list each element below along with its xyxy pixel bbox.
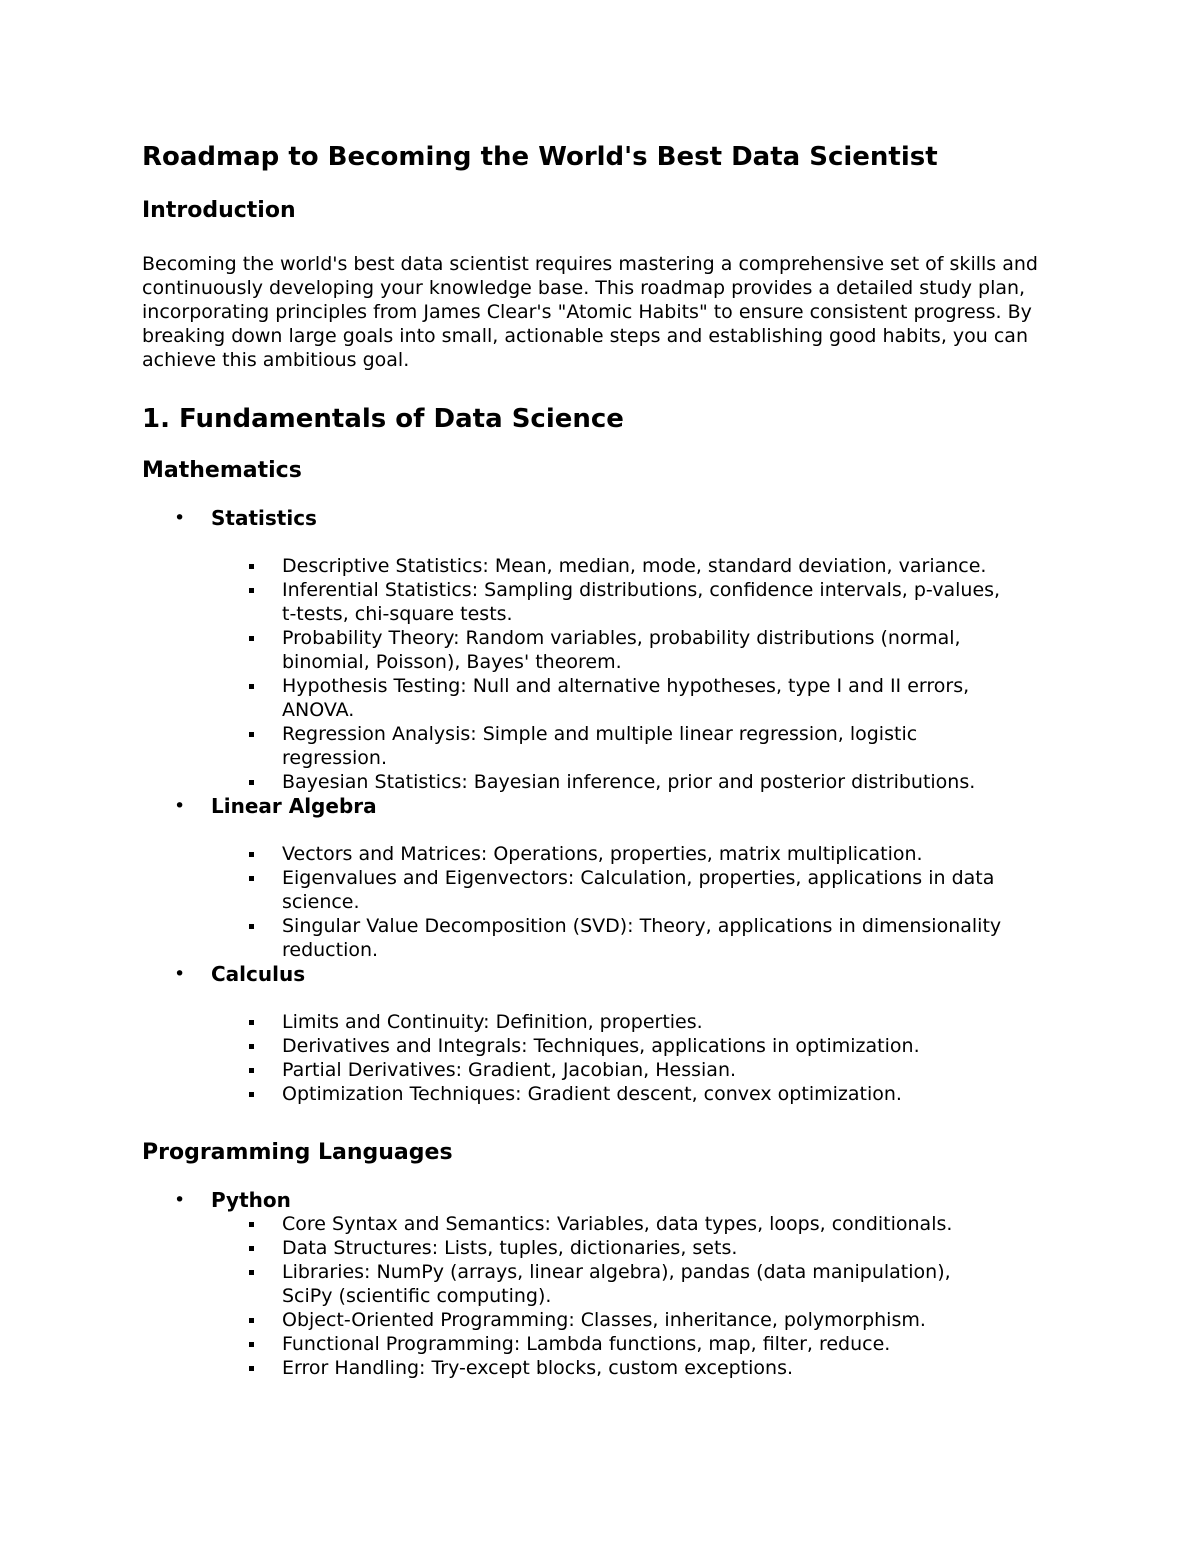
list-item <box>211 626 1002 674</box>
list-item-text: Descriptive Statistics: Mean, median, mode, standard deviation, variance. <box>282 555 987 577</box>
bullet-dot-icon: • <box>174 507 186 529</box>
section-heading-fundamentals: 1. Fundamentals of Data Science <box>142 404 624 434</box>
list-item-text: Limits and Continuity: Definition, properties. <box>282 1011 703 1033</box>
python-item-list <box>211 1212 1072 1380</box>
topic-label: Statistics <box>211 506 317 530</box>
list-item-text: Regression Analysis: Simple and multiple linear regression, logistic regression. <box>282 723 918 769</box>
bullet-square-icon <box>249 1318 254 1323</box>
subsection-heading-mathematics: Mathematics <box>142 458 302 483</box>
bullet-square-icon <box>249 876 254 881</box>
list-item <box>211 722 1002 770</box>
bullet-square-icon <box>249 732 254 737</box>
topic-python <box>142 1188 1072 1380</box>
list-item <box>211 1010 1002 1034</box>
bullet-dot-icon: • <box>174 963 186 985</box>
list-item <box>211 1212 1002 1236</box>
list-item-text: Probability Theory: Random variables, probability distributions (normal, binomial, Poisson), Bayes' theorem. <box>282 627 961 673</box>
list-item-text: Singular Value Decomposition (SVD): Theory, applications in dimensionality reduction. <box>282 915 1002 961</box>
topic-label: Linear Algebra <box>211 794 377 818</box>
list-item <box>211 554 1002 578</box>
bullet-square-icon <box>249 636 254 641</box>
list-item <box>211 1058 1002 1082</box>
bullet-square-icon <box>249 1246 254 1251</box>
list-item <box>211 770 1002 794</box>
programming-topic-list <box>142 1188 1072 1380</box>
bullet-square-icon <box>249 1222 254 1227</box>
list-item <box>211 578 1002 626</box>
introduction-paragraph: Becoming the world's best data scientist requires mastering a comprehensive set of skills and continuously developing your knowledge base. This roadmap provides a detailed study plan, incorporating principles from James Clear's "Atomic Habits" to ensure consistent progress. By breaking down large goals into small, actionable steps and establishing good habits, you can achieve this ambitious goal. <box>142 253 1038 371</box>
list-item <box>211 1260 1002 1308</box>
bullet-square-icon <box>249 1092 254 1097</box>
linear-algebra-item-list <box>211 842 1072 962</box>
bullet-square-icon <box>249 1366 254 1371</box>
bullet-square-icon <box>249 684 254 689</box>
bullet-square-icon <box>249 1068 254 1073</box>
document-page <box>142 138 1072 1380</box>
list-item-text: Inferential Statistics: Sampling distributions, confidence intervals, p-values, t-tests, chi-square tests. <box>282 579 1001 625</box>
calculus-item-list <box>211 1010 1072 1106</box>
list-item-text: Data Structures: Lists, tuples, dictionaries, sets. <box>282 1237 738 1259</box>
introduction-heading: Introduction <box>142 198 296 223</box>
list-item-text: Derivatives and Integrals: Techniques, applications in optimization. <box>282 1035 920 1057</box>
list-item-text: Optimization Techniques: Gradient descent, convex optimization. <box>282 1083 902 1105</box>
list-item <box>211 1332 1002 1356</box>
list-item <box>211 842 1002 866</box>
list-item-text: Eigenvalues and Eigenvectors: Calculation, properties, applications in data science. <box>282 867 995 913</box>
topic-calculus <box>142 962 1072 1106</box>
document-title: Roadmap to Becoming the World's Best Data Scientist <box>142 142 938 172</box>
list-item <box>211 1082 1002 1106</box>
bullet-square-icon <box>249 1044 254 1049</box>
list-item-text: Bayesian Statistics: Bayesian inference, prior and posterior distributions. <box>282 771 976 793</box>
bullet-square-icon <box>249 852 254 857</box>
bullet-square-icon <box>249 924 254 929</box>
list-item-text: Error Handling: Try-except blocks, custom exceptions. <box>282 1357 794 1379</box>
list-item <box>211 1034 1002 1058</box>
list-item-text: Vectors and Matrices: Operations, properties, matrix multiplication. <box>282 843 923 865</box>
list-item <box>211 674 1002 722</box>
list-item-text: Core Syntax and Semantics: Variables, data types, loops, conditionals. <box>282 1213 953 1235</box>
topic-label: Calculus <box>211 962 306 986</box>
list-item <box>211 1308 1002 1332</box>
bullet-square-icon <box>249 780 254 785</box>
mathematics-topic-list <box>142 506 1072 1106</box>
topic-label: Python <box>211 1188 291 1212</box>
bullet-dot-icon: • <box>174 1189 186 1211</box>
bullet-square-icon <box>249 564 254 569</box>
list-item <box>211 866 1002 914</box>
list-item <box>211 914 1002 962</box>
statistics-item-list <box>211 554 1072 794</box>
bullet-dot-icon: • <box>174 795 186 817</box>
topic-statistics <box>142 506 1072 794</box>
list-item-text: Libraries: NumPy (arrays, linear algebra), pandas (data manipulation), SciPy (scientific computing). <box>282 1261 951 1307</box>
list-item-text: Object-Oriented Programming: Classes, inheritance, polymorphism. <box>282 1309 926 1331</box>
subsection-heading-programming: Programming Languages <box>142 1140 453 1165</box>
list-item-text: Functional Programming: Lambda functions, map, filter, reduce. <box>282 1333 891 1355</box>
list-item-text: Hypothesis Testing: Null and alternative hypotheses, type I and II errors, ANOVA. <box>282 675 970 721</box>
list-item <box>211 1236 1002 1260</box>
list-item-text: Partial Derivatives: Gradient, Jacobian, Hessian. <box>282 1059 737 1081</box>
bullet-square-icon <box>249 1342 254 1347</box>
bullet-square-icon <box>249 1270 254 1275</box>
bullet-square-icon <box>249 588 254 593</box>
topic-linear-algebra <box>142 794 1072 962</box>
bullet-square-icon <box>249 1020 254 1025</box>
list-item <box>211 1356 1002 1380</box>
